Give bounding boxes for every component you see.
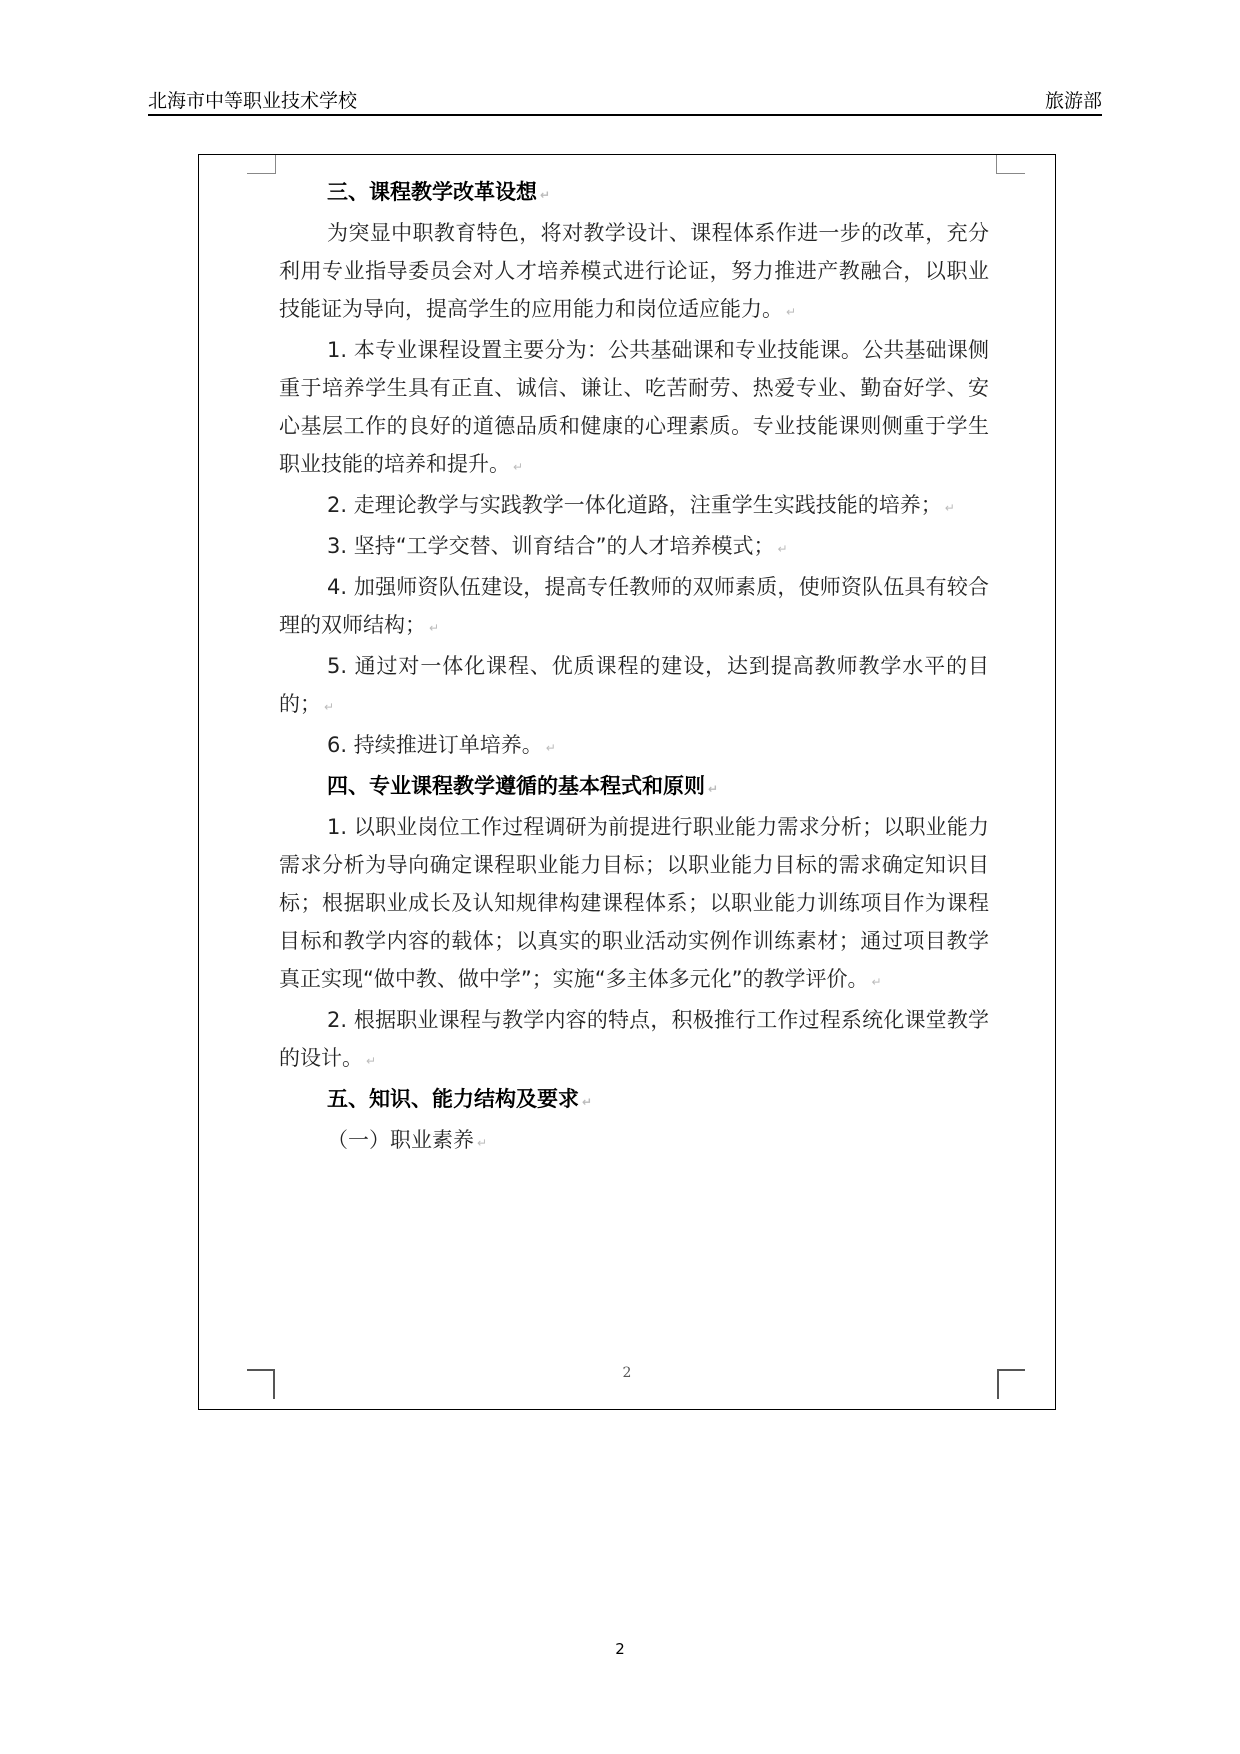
- paragraph-mark-icon: ↵: [324, 700, 335, 714]
- page-number: 2: [615, 1640, 625, 1658]
- paragraph-text: 三、课程教学改革设想: [327, 180, 537, 204]
- paragraph: [279, 726, 989, 767]
- paragraph-text: （一）职业素养: [327, 1128, 474, 1152]
- paragraph: [279, 527, 989, 568]
- paragraph-mark-icon: ↵: [429, 621, 440, 635]
- paragraph-text: 五、知识、能力结构及要求: [327, 1087, 579, 1111]
- paragraph: [279, 214, 989, 331]
- paragraph: [279, 647, 989, 726]
- paragraph-text: 5. 通过对一体化课程、优质课程的建设，达到提高教师教学水平的目的；: [279, 654, 989, 716]
- section-heading: [279, 1080, 989, 1121]
- department-name: 旅游部: [1044, 90, 1102, 112]
- paragraph-mark-icon: ↵: [944, 501, 955, 515]
- paragraph: [279, 1121, 989, 1162]
- paragraph-text: 1. 本专业课程设置主要分为：公共基础课和专业技能课。公共基础课侧重于培养学生具有正直、诚信、谦让、吃苦耐劳、热爱专业、勤奋好学、安心基层工作的良好的道德品质和健康的心理素质。专业技能课则侧重于学生职业技能的培养和提升。: [279, 338, 989, 476]
- paragraph-mark-icon: ↵: [477, 1136, 488, 1150]
- page-header: [148, 86, 1102, 116]
- paragraph-mark-icon: ↵: [513, 460, 524, 474]
- paragraph: [279, 1001, 989, 1080]
- paragraph-mark-icon: ↵: [786, 305, 797, 319]
- crop-mark-top-right: [996, 155, 1025, 174]
- document-body: [279, 173, 989, 1162]
- paragraph-text: 四、专业课程教学遵循的基本程式和原则: [327, 774, 705, 798]
- school-name: 北海市中等职业技术学校: [148, 90, 358, 112]
- paragraph-mark-icon: ↵: [708, 782, 719, 796]
- crop-mark-top-left: [247, 155, 276, 174]
- inner-page-number: 2: [622, 1365, 632, 1381]
- paragraph: [279, 808, 989, 1001]
- paragraph-mark-icon: ↵: [366, 1054, 377, 1068]
- paragraph-mark-icon: ↵: [545, 741, 556, 755]
- paragraph-text: 2. 根据职业课程与教学内容的特点，积极推行工作过程系统化课堂教学的设计。: [279, 1008, 989, 1070]
- paragraph: [279, 568, 989, 647]
- paragraph: [279, 486, 989, 527]
- section-heading: [279, 767, 989, 808]
- section-heading: [279, 173, 989, 214]
- paragraph-mark-icon: ↵: [582, 1095, 593, 1109]
- paragraph: [279, 331, 989, 486]
- paragraph-text: 4. 加强师资队伍建设，提高专任教师的双师素质，使师资队伍具有较合理的双师结构；: [279, 575, 989, 637]
- paragraph-mark-icon: ↵: [871, 975, 882, 989]
- paragraph-mark-icon: ↵: [777, 542, 788, 556]
- paragraph-text: 3. 坚持“工学交替、训育结合”的人才培养模式；: [327, 534, 775, 558]
- embedded-page-image: [198, 154, 1056, 1410]
- paragraph-text: 6. 持续推进订单培养。: [327, 733, 543, 757]
- paragraph-text: 1. 以职业岗位工作过程调研为前提进行职业能力需求分析；以职业能力需求分析为导向确定课程职业能力目标；以职业能力目标的需求确定知识目标；根据职业成长及认知规律构建课程体系；以职业能力训练项目作为课程目标和教学内容的载体；以真实的职业活动实例作训练素材；通过项目教学真正实现“做中教、做中学”；实施“多主体多元化”的教学评价。: [279, 815, 989, 991]
- paragraph-text: 为突显中职教育特色，将对教学设计、课程体系作进一步的改革，充分利用专业指导委员会对人才培养模式进行论证，努力推进产教融合，以职业技能证为导向，提高学生的应用能力和岗位适应能力。: [279, 221, 989, 321]
- paragraph-text: 2. 走理论教学与实践教学一体化道路，注重学生实践技能的培养；: [327, 493, 942, 517]
- paragraph-mark-icon: ↵: [540, 188, 551, 202]
